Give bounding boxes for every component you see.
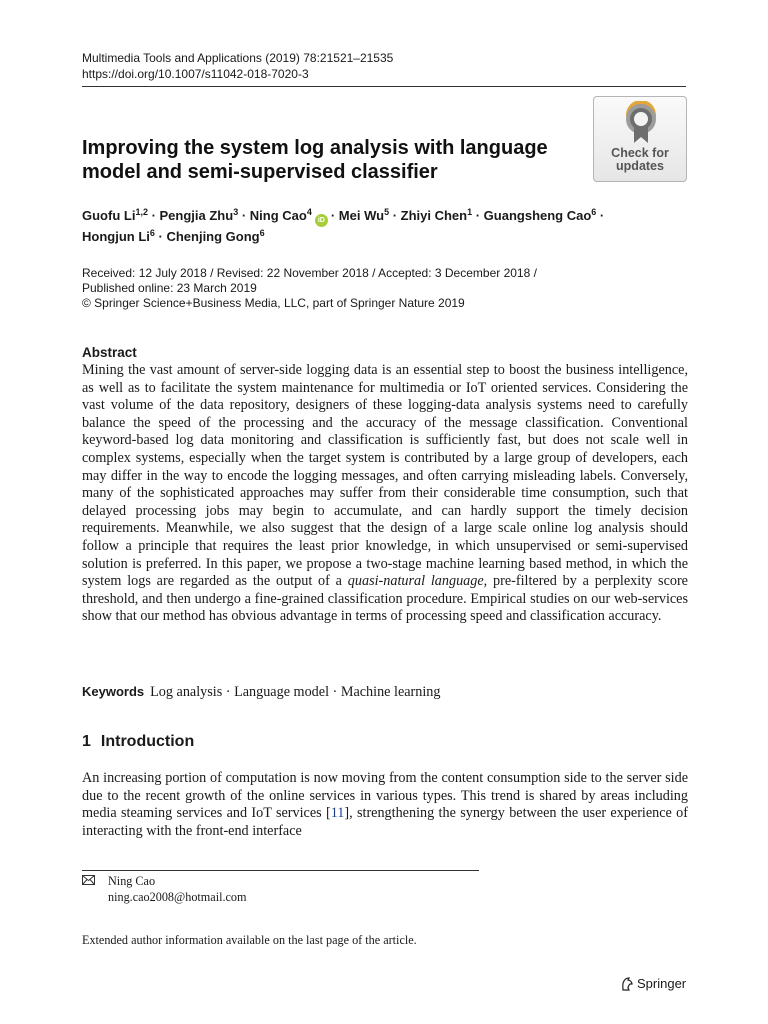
- publisher-name: Springer: [637, 976, 687, 991]
- publication-dates: Received: 12 July 2018 / Revised: 22 November 2018 / Accepted: 3 December 2018 / Published online: 23 March 2019 © Springer Science+Business Media, LLC, part of Springer Nature 2019: [82, 266, 692, 311]
- crossmark-label: Check for updates: [611, 146, 669, 173]
- author[interactable]: Guangsheng Cao$^6$: [483, 207, 597, 223]
- copyright-notice: © Springer Science+Business Media, LLC, part of Springer Nature 2019: [82, 296, 465, 310]
- corresponding-author-footnote: [82, 873, 247, 905]
- author[interactable]: Chenjing Gong$^6$: [166, 228, 265, 244]
- corresponding-author-name: Ning Cao: [108, 874, 156, 888]
- author[interactable]: Zhiyi Chen$^1$: [400, 207, 473, 223]
- doi-link[interactable]: https://doi.org/10.1007/s11042-018-7020-3: [82, 67, 309, 81]
- publisher-logo: [620, 976, 686, 992]
- envelope-icon: [82, 873, 108, 889]
- abstract-heading: Abstract: [82, 345, 137, 360]
- journal-citation: Multimedia Tools and Applications (2019) 78:21521–21535: [82, 51, 394, 65]
- author[interactable]: Ning Cao$^4$: [249, 207, 312, 223]
- keywords: [82, 683, 441, 701]
- keywords-label: Keywords: [82, 684, 145, 699]
- author[interactable]: Mei Wu$^5$: [338, 207, 390, 223]
- journal-header: [82, 50, 393, 82]
- author[interactable]: Hongjun Li$^6$: [82, 228, 155, 244]
- author-list: Guofu Li$^{1,2}$ · Pengjia Zhu$^3$ · Ning Cao$^4$iD · Mei $Wu^5$ · Zhiyi Chen$^1$ · Guangsheng Cao$^6$ · Hongjun $Li^6$ · Chenjing Gong$^6$: [82, 207, 605, 244]
- corresponding-author-email[interactable]: ning.cao2008@hotmail.com: [108, 890, 247, 904]
- abstract-text: Mining the vast amount of server-side logging data is an essential step to boost the business intelligence, as well as to facilitate the system maintenance for multimedia or IoT oriented services. Considering the vast volume of the data repository, designers of these logging-data analysis systems need to carefully balance the speed of the processing and the accuracy of the message classification. Conventional keyword-based log data monitoring and classification is sufficiently fast, but does not scale well in complex systems, especially when the target system is contributed by a large group of developers, each may differ in the way to encode the logging messages, and often carrying misleading labels. Conversely, many of the sophisticated approaches may suffer from their considerable time consumption, such that delayed processing jobs may begin to accumulate, and can hardly support the timely decision requirements. Meanwhile, we also suggest that the design of a large scale online log analysis should follow a principle that requires the least prior knowledge, in which unsupervised or semi-supervised solution is preferred. In this paper, we propose a two-stage machine learning based method, in which the system logs are regarded as the output of a quasi-natural language, pre-filtered by a perplexity score threshold, and then undergo a fine-grained classification procedure. Empirical studies on our web-services show that our method has obvious advantage in terms of processing speed and classification accuracy.: [82, 362, 688, 625]
- citation-link[interactable]: 11: [330, 805, 345, 822]
- crossmark-icon: [624, 101, 658, 145]
- extended-author-info: Extended author information available on the last page of the article.: [82, 933, 417, 947]
- header-rule: [82, 86, 686, 87]
- check-for-updates-badge[interactable]: [593, 96, 687, 182]
- springer-horse-icon: [620, 977, 634, 991]
- paper-title: Improving the system log analysis with language model and semi-supervised classifier: [82, 137, 548, 183]
- abstract-emphasis: quasi-natural language: [347, 573, 484, 590]
- keywords-list: Log analysis · Language model · Machine learning: [150, 684, 441, 700]
- orcid-icon[interactable]: iD: [315, 214, 328, 227]
- author[interactable]: Pengjia Zhu$^3$: [159, 207, 239, 223]
- author[interactable]: Guofu Li$^{1,2}$: [82, 207, 148, 223]
- footnote-rule: [82, 870, 479, 871]
- section-heading: 1 Introduction: [82, 733, 195, 750]
- introduction-text: An increasing portion of computation is now moving from the content consumption side to the server side due to the recent growth of the online services in various types. This trend is shared by areas including media steaming services and IoT services [11], strengthening the synergy between the user experience of interacting with the front-end interface: [82, 770, 688, 839]
